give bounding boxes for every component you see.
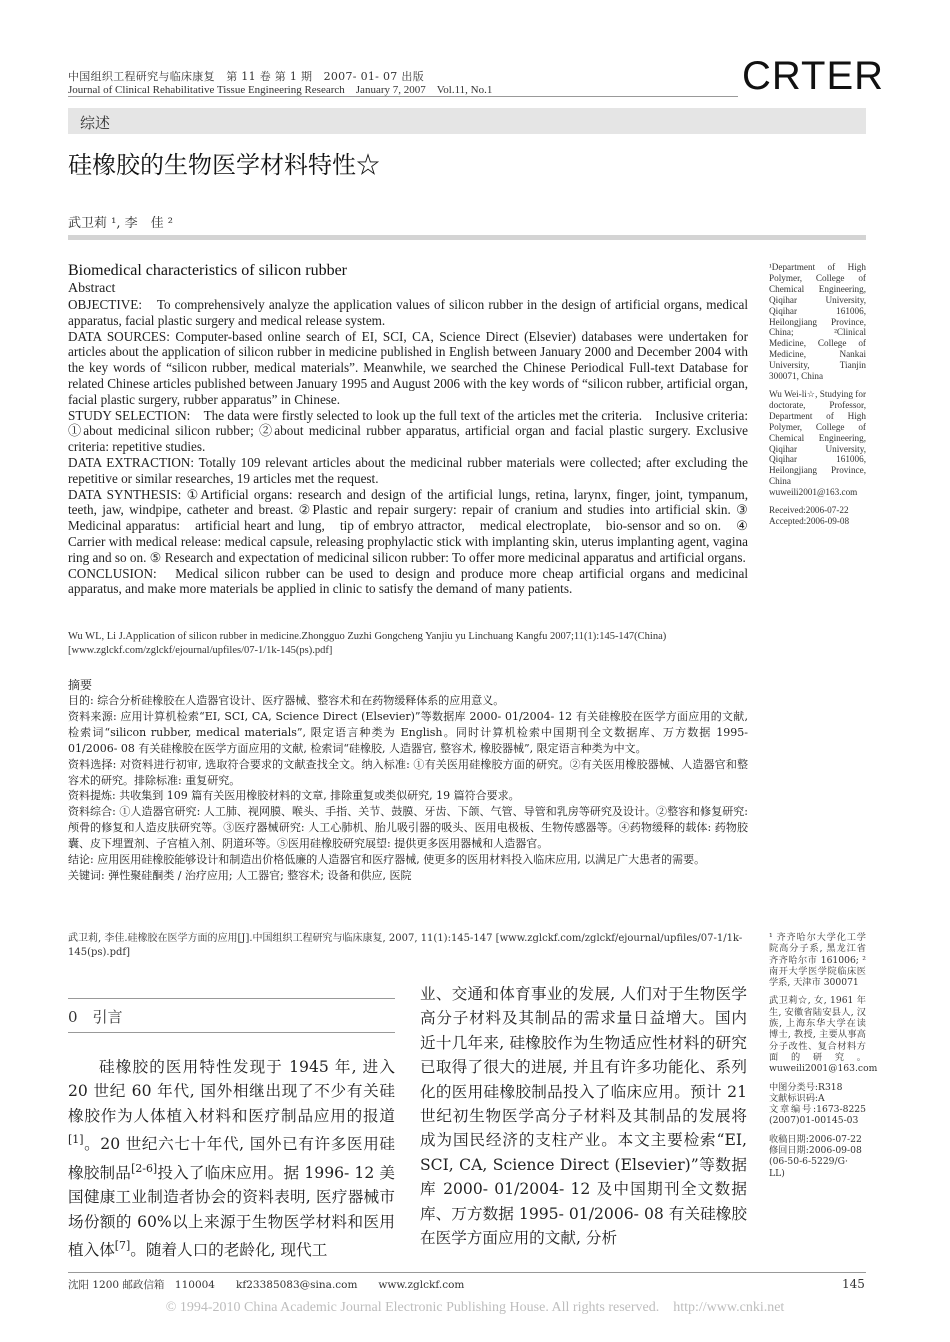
cn-abstract-extraction: 资料提炼: 共收集到 109 篇有关医用橡胶材料的文章, 排除重复或类似研究, 19 篇符合要求。 [68, 789, 520, 803]
english-title: Biomedical characteristics of silicon rubber [68, 262, 348, 279]
journal-header-en: Journal of Clinical Rehabilitative Tissue Engineering Research January 7, 2007 Vol.11, No.1 [68, 84, 493, 96]
journal-logo: CRTER [742, 54, 885, 98]
author-bio-en: Wu Wei-li☆, Studying for doctorate, Professor, Department of High Polymer, College of Chemical Engineering, Qiqihar University, Qiqihar 161006, Heilongjiang Province, China wuweili2001@163.com [769, 388, 866, 498]
cn-keywords: 关键词: 弹性聚硅酮类 / 治疗应用; 人工器官; 整容术; 设备和供应, 医院 [68, 868, 412, 882]
cn-abstract-conclusion: 结论: 应用医用硅橡胶能够设计和制造出价格低廉的人造器官和医疗器械, 使更多的医用材料投入临床应用, 以满足广大患者的需要。 [68, 853, 706, 867]
intro-rule-top [68, 998, 395, 999]
reference-marker: [1] [68, 1133, 84, 1147]
authors: 武卫莉 ¹, 李 佳 ² [68, 216, 173, 231]
english-citation: Wu WL, Li J.Application of silicon rubber in medicine.Zhongguo Zuzhi Gongcheng Yanjiu yu Linchuang Kangfu 2007;11(1):145-147(China) [www.zglckf.com/zglckf/ejournal/upfiles/07-1/1k-145(ps).pdf] [68, 631, 667, 656]
header-rule [68, 96, 738, 97]
received-date-cn: 收稿日期:2006-07-22 [769, 1133, 862, 1145]
class-number: 中图分类号:R318 [769, 1081, 843, 1093]
chinese-abstract-label: 摘要 [68, 678, 93, 692]
reference-marker: [7] [114, 1239, 131, 1253]
chinese-citation: 武卫莉, 李佳.硅橡胶在医学方面的应用[J].中国组织工程研究与临床康复, 2007, 11(1):145-147 [www.zglckf.com/zglckf/ejournal/upfiles/07-1/1k-145(ps).pdf] [68, 933, 743, 958]
abstract-data-sources: DATA SOURCES: Computer-based online search of EI, SCI, CA, Science Direct (Elsevier) databases were undertaken for articles about the application of silicon rubber in medicine published in English between January 2000 and December 2004 with the key words of “silicon rubber, medical materials”. Meanwhile, we searched the Chinese Periodical Full-text Database for related Chinese articles published between January 1995 and August 2006 with the key words of “silicon rubber, artificial organ, facial plastic surgery, rubber apparatus” in Chinese. [68, 328, 748, 407]
page-number: 145 [842, 1277, 865, 1291]
copyright-watermark: © 1994-2010 China Academic Journal Electronic Publishing House. All rights reserved. http://www.cnki.net [165, 1300, 785, 1315]
abstract-study-selection: STUDY SELECTION: The data were firstly selected to look up the full text of the articles met the criteria. Inclusive criteria: ①about medicinal silicon rubber; ②about medicinal rubber apparatus, artificial organ and facial plastic surgery. Exclusive criteria: repetitive studies. [68, 407, 748, 455]
intro-heading: 0 引言 [68, 1008, 123, 1026]
author-bio-cn: 武卫莉☆, 女, 1961 年生, 安徽省陆安县人, 汉族, 上海东华大学在读博士, 教授, 主要从事高分子改性、复合材料方面的研究。wuweili2001@163.com [769, 995, 878, 1075]
cn-abstract-objective: 目的: 综合分析硅橡胶在人造器官设计、医疗器械、整容术和在药物缓释体系的应用意义。 [68, 694, 505, 707]
intro-rule-bottom [68, 1032, 395, 1033]
english-abstract-label: Abstract [68, 281, 116, 296]
footer-address: 沈阳 1200 邮政信箱 110004 kf23385083@sina.com www.zglckf.com [68, 1279, 465, 1291]
abstract-conclusion: CONCLUSION: Medical silicon rubber can be used to design and produce more cheap artificial organs and medicinal apparatus, and make more materials be applied in clinic to satisfy the demand of many patients. [68, 565, 748, 597]
cn-abstract-sources: 资料来源: 应用计算机检索“EI, SCI, CA, Science Direct (Elsevier)”等数据库 2000- 01/2004- 12 有关硅橡胶在医学方面应用的文献, 检索词“silicon rubber, medical materials”, 限定语言种类为 English。同时计算机检索中国期刊全文数据库、万方数据 1995- 01/2006- 08 有关硅橡胶在医学方面应用的文献, 检索词“硅橡胶, 人造器官, 整容术, 橡胶器械”, 限定语言种类为中文。 [68, 709, 748, 755]
journal-header-cn: 中国组织工程研究与临床康复 第 11 卷 第 1 期 2007- 01- 07 出版 [68, 70, 424, 83]
abstract-objective: OBJECTIVE: To comprehensively analyze the application values of silicon rubber in the design of artificial organs, medical apparatus, facial plastic surgery and medical release system. [68, 297, 748, 328]
manuscript-code: (06-50-6-5229/G· LL) [769, 1156, 848, 1179]
abstract-data-synthesis: DATA SYNTHESIS: ①Artificial organs: research and design of the artificial lungs, retina, larynx, finger, joint, tympanum, teeth, jaw, windpipe, catheter and breast. ②Plastic and repair surgery: repair of cranium and studies into artificial skin. ③ Medicinal apparatus: artificial heart and lung, tip of embryo attractor, medical electroplate, bio-sensor and so on. ④ Carrier with medical release: medical capsule, releasing prophylactic stick with implanting skin, uterus implanting agent, vagina ring and so on. ⑤ Research and expectation of medicinal silicon rubber: To offer more medicinal apparatus and artificial organs. [68, 486, 748, 565]
affiliation-en: ¹Department of High Polymer, College of Chemical Engineering, Qiqihar University, Qiqihar 161006, Heilongjiang Province, China; ²Clinical Medicine, College of Medicine, Nankai University, Tianjin 300071, China [769, 262, 866, 382]
sidebar-chinese [769, 932, 878, 1179]
separator-bar [68, 235, 866, 240]
chinese-abstract [68, 693, 748, 884]
footer-rule [68, 1272, 866, 1273]
intro-text-3: 投入了临床应用。据 1996- 12 美国健康工业制造者协会的资料表明, 医疗器械市场份额的 60%以上来源于生物医学材料和医用植入体 [68, 1164, 395, 1260]
section-label: 综述 [80, 114, 111, 132]
english-abstract [68, 297, 748, 597]
received-date: Received:2006-07-22 [769, 505, 849, 516]
intro-text-2: 。20 世纪六七十年代, 国外已有许多医用硅橡胶制品 [68, 1135, 395, 1182]
affiliation-cn: ¹ 齐齐哈尔大学化工学院高分子系, 黑龙江省齐齐哈尔市 161006; ² 南开大学医学院临床医学系, 天津市 300071 [769, 932, 866, 989]
abstract-data-extraction: DATA EXTRACTION: Totally 109 relevant articles about the medicinal rubber materials were collected; after excluding the repetitive or similar researches, 19 articles met the request. [68, 454, 748, 486]
article-title: 硅橡胶的生物医学材料特性☆ [68, 151, 380, 179]
sidebar-english [769, 262, 866, 527]
accepted-date: Accepted:2006-09-08 [769, 515, 850, 526]
intro-text-1: 硅橡胶的医用特性发现于 1945 年, 进入 20 世纪 60 年代, 国外相继出现了不少有关硅橡胶作为人体植入材料和医疗制品应用的报道 [68, 1058, 395, 1125]
reference-marker: [2-6] [131, 1161, 158, 1175]
document-code: 文献标识码:A [769, 1092, 825, 1104]
section-band [68, 108, 866, 134]
intro-left-column [68, 1055, 395, 1263]
intro-text-4: 。随着人口的老龄化, 现代工 [130, 1241, 328, 1260]
revised-date-cn: 修回日期:2006-09-08 [769, 1145, 862, 1157]
intro-right-column: 业、交通和体育事业的发展, 人们对于生物医学高分子材料及其制品的需求量日益增大。国内近十几年来, 硅橡胶作为生物适应性材料的研究已取得了很大的进展, 并且有许多功能化、系列化的医用硅橡胶制品投入了临床应用。预计 21 世纪初生物医学高分子材料及其制品的发展将成为国民经济的支柱产业。本文主要检索“EI, SCI, CA, Science Direct (Elsevier)”等数据库 2000- 01/2004- 12 及中国期刊全文数据库、万方数据 1995- 01/2006- 08 有关硅橡胶在医学方面应用的文献, 分析 [420, 985, 747, 1248]
cn-abstract-synthesis: 资料综合: ①人造器官研究: 人工肺、视网膜、喉头、手指、关节、鼓膜、牙齿、下颌、气管、导管和乳房等研究及设计。②整容和修复研究: 颅骨的修复和人造皮肤研究等。③医疗器械研究: 人工心肺机、胎儿吸引器的吸头、医用电极板、生物传感器等。④药物缓释的载体: 药物胶囊、皮下埋置剂、子宫植入剂、阴道环等。⑤医用硅橡胶研究展望: 提供更多医用器械和人造器官。 [68, 805, 748, 851]
article-number: 文章编号:1673-8225 (2007)01-00145-03 [769, 1104, 866, 1127]
cn-abstract-selection: 资料选择: 对资料进行初审, 选取符合要求的文献查找全文。纳入标准: ①有关医用硅橡胶方面的研究。②有关医用橡胶器械、人造器官和整容术的研究。排除标准: 重复研究。 [68, 757, 748, 787]
